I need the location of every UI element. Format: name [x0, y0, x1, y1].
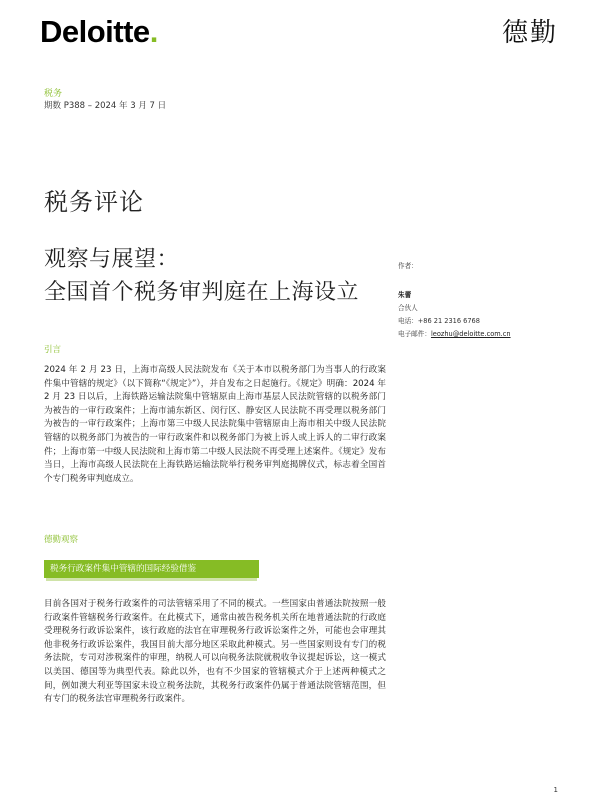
brand-chinese-name: 德勤: [501, 18, 558, 48]
email-link[interactable]: leozhu@deloitte.com.cn: [430, 330, 511, 338]
phone-value: +86 21 2316 6768: [417, 317, 480, 325]
author-phone-row: [398, 315, 578, 328]
page-number: 1: [553, 786, 558, 794]
author-email-row: [398, 328, 578, 341]
intro-paragraph: 2024 年 2 月 23 日，上海市高级人民法院发布《关于本市以税务部门为当事人的行政案件集中管辖的规定》（以下简称“《规定》”），并自发布之日起施行。《规定》明确：2024 年 2 月 23 日以后，上海铁路运输法院集中管辖原由上海市基层人民法院管辖的以税务部门为被告的一审行政案件；上海市浦东新区、闵行区、静安区人民法院不再受理以税务部门为被告的一审行政案件；上海市第三中级人民法院集中管辖原由上海市相关中级人民法院管辖的以税务部门为被告的一审行政案件和以税务部门为被上诉人或上诉人的二审行政案件；上海市第一中级人民法院和上海市第二中级人民法院不再受理上述案件。《规定》发布当日，上海市高级人民法院在上海铁路运输法院举行税务审判庭揭牌仪式，标志着全国首个专门税务审判庭成立。: [44, 365, 386, 484]
logo-dot: .: [149, 14, 158, 49]
intro-heading: 引言: [44, 345, 62, 355]
issue-info: 期数 P388 – 2024 年 3 月 7 日: [44, 101, 167, 111]
section-title: 税务评论: [44, 188, 144, 216]
observation-paragraph: 目前各国对于税务行政案件的司法管辖采用了不同的模式。一些国家由普通法院按照一般行政案件管辖税务行政案件。在此模式下，通常由被告税务机关所在地普通法院的行政庭受理税务行政诉讼案件，该行政庭的法官在审理税务行政诉讼案件之外，可能也会审理其他非税务行政诉讼案件，我国目前大部分地区采取此种模式。另一些国家则设有专门的税务法院，专司对涉税案件的审理，纳税人可以向税务法院就税收争议提起诉讼，这一模式以美国、德国等为典型代表。除此以外，也有不少国家的管辖模式介于上述两种模式之间，例如澳大利亚等国家未设立税务法院，其税务行政案件仍属于普通法院管辖范围，但有专门的税务法官审理税务行政案件。: [44, 599, 386, 705]
author-role: 合伙人: [398, 304, 418, 312]
email-label: 电子邮件：: [398, 330, 431, 338]
author-block: [398, 260, 578, 341]
author-name: 朱蕾: [398, 291, 412, 299]
category-label: 税务: [44, 89, 63, 99]
title-line-2: 全国首个税务审判庭在上海设立: [44, 280, 360, 305]
author-label: 作者：: [398, 262, 418, 270]
logo-text: Deloitte: [40, 14, 150, 49]
document-title: [44, 243, 359, 309]
observation-heading: 德勤观察: [44, 535, 79, 545]
title-line-1: 观察与展望：: [44, 247, 180, 272]
phone-label: 电话：: [398, 317, 418, 325]
deloitte-logo: [40, 14, 158, 50]
subheading-bar: 税务行政案件集中管辖的国际经验借鉴: [44, 560, 259, 578]
